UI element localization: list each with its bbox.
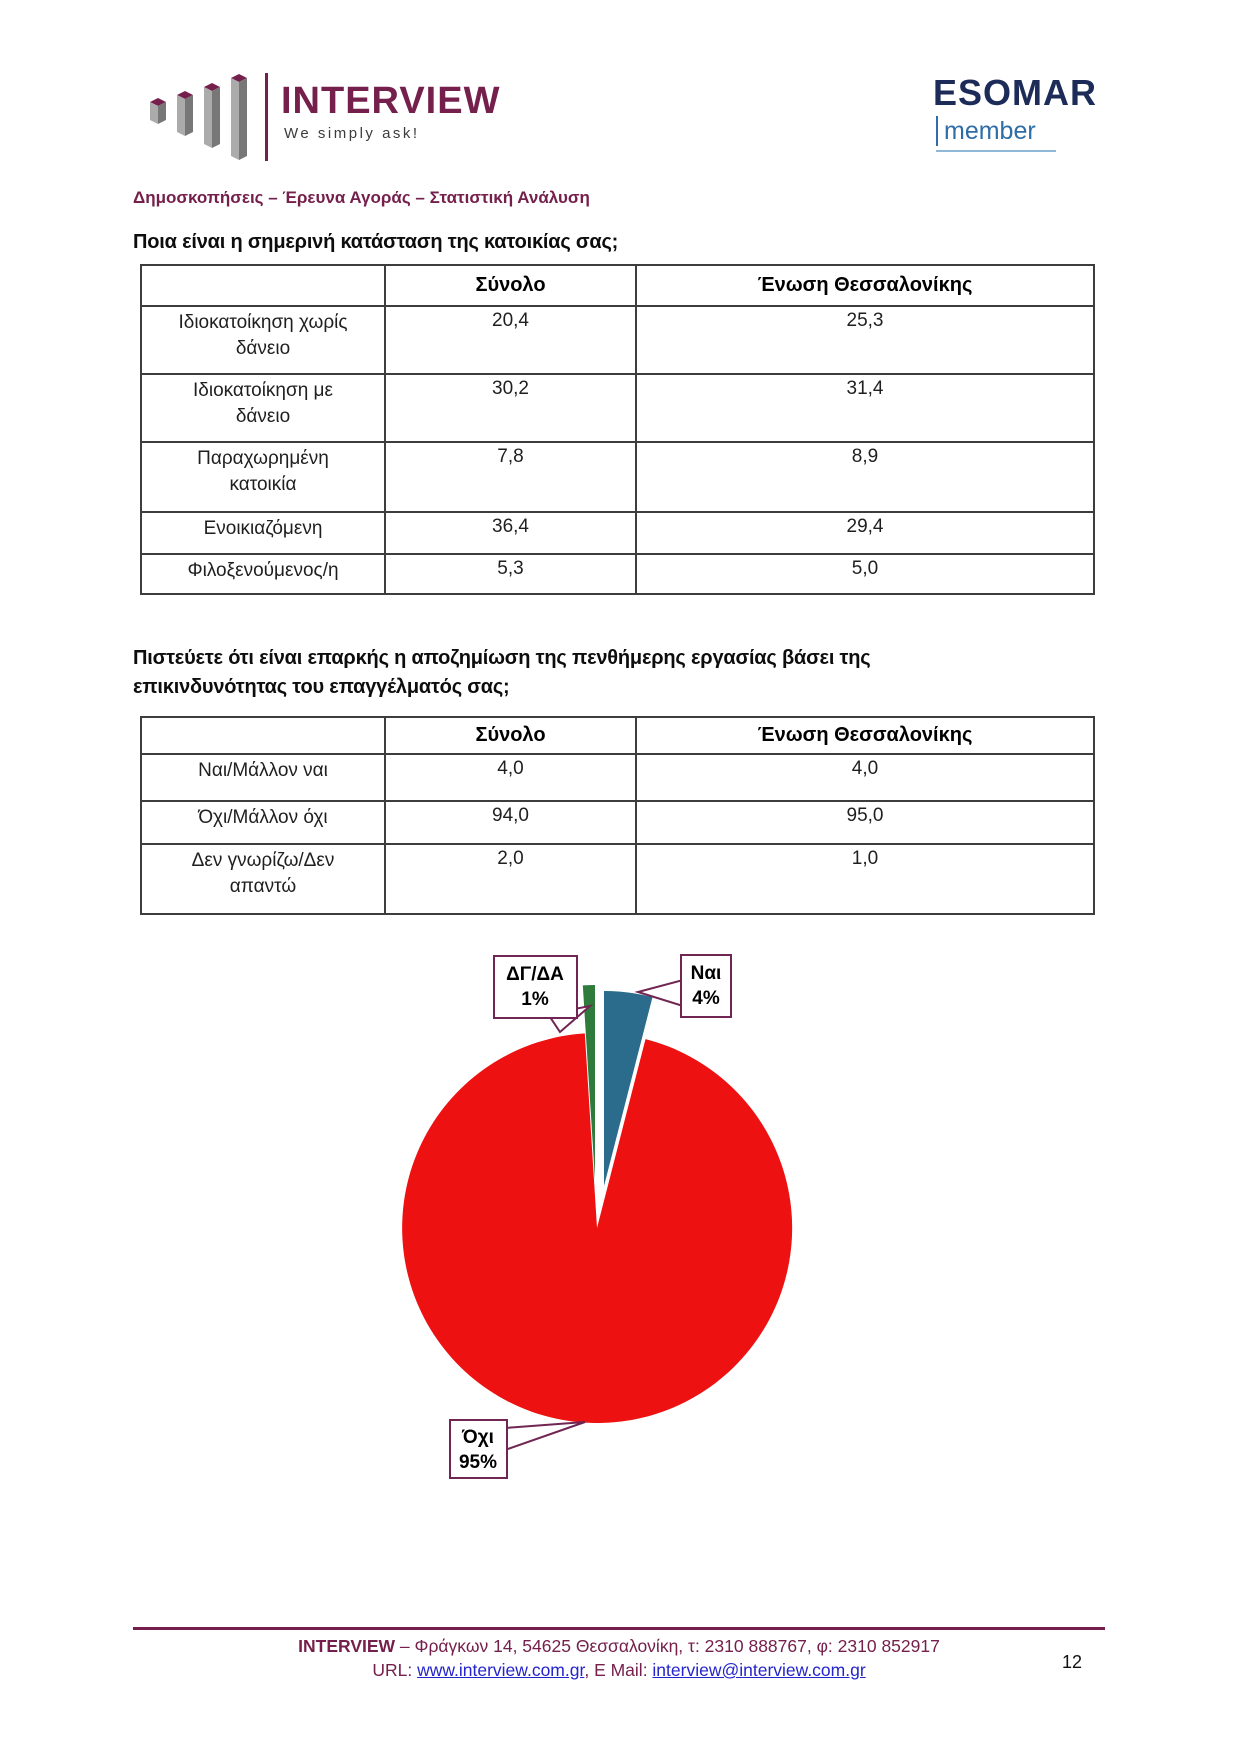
esomar-member-row: [936, 116, 1036, 146]
footer-url-label: URL:: [372, 1660, 418, 1680]
row-total: 94,0: [385, 801, 636, 844]
footer-address-line: [133, 1636, 1105, 1657]
column-header-total: Σύνολο: [385, 717, 636, 754]
interview-bars-icon: [148, 72, 258, 167]
table-row: [141, 844, 1094, 914]
row-label: Ναι/Μάλλον ναι: [141, 754, 385, 801]
footer-address: – Φράγκων 14, 54625 Θεσσαλονίκη, τ: 2310 888767, φ: 2310 852917: [395, 1636, 940, 1656]
table-row: [141, 306, 1094, 374]
table-row: [141, 442, 1094, 512]
table-row: [141, 754, 1094, 801]
table-row: [141, 554, 1094, 594]
table-row: [141, 801, 1094, 844]
table-header-row: [141, 717, 1094, 754]
row-union: 31,4: [636, 374, 1094, 442]
callout-pct-no: 95%: [458, 1452, 498, 1473]
page-number: 12: [1062, 1652, 1083, 1672]
table-row: [141, 512, 1094, 554]
column-header-union: Ένωση Θεσσαλονίκης: [636, 265, 1094, 306]
question2-table: [140, 716, 1095, 915]
row-union: 5,0: [636, 554, 1094, 594]
pie-chart: [350, 930, 870, 1530]
callout-label-yes: Ναι: [690, 963, 722, 984]
esomar-underline: [936, 150, 1056, 152]
row-union: 1,0: [636, 844, 1094, 914]
interview-tagline: We simply ask!: [284, 125, 420, 142]
table-row: [141, 374, 1094, 442]
footer-url-link[interactable]: www.interview.com.gr: [417, 1660, 585, 1680]
row-label: Δεν γνωρίζω/Δεν απαντώ: [141, 844, 385, 914]
row-total: 30,2: [385, 374, 636, 442]
empty-header-cell: [141, 717, 385, 754]
callout-tail-no: [505, 1422, 585, 1450]
row-label: Όχι/Μάλλον όχι: [141, 801, 385, 844]
footer-links-line: [133, 1660, 1105, 1681]
pie-slice-no: [402, 1033, 792, 1423]
row-total: 7,8: [385, 442, 636, 512]
row-union: 95,0: [636, 801, 1094, 844]
row-union: 8,9: [636, 442, 1094, 512]
footer-email-label: , E Mail:: [584, 1660, 653, 1680]
department-header: Δημοσκοπήσεις – Έρευνα Αγοράς – Στατιστική Ανάλυση: [133, 188, 590, 207]
row-label: Ιδιοκατοίκηση χωρίς δάνειο: [141, 306, 385, 374]
row-total: 20,4: [385, 306, 636, 374]
callout-label-no: Όχι: [462, 1427, 494, 1448]
row-union: 25,3: [636, 306, 1094, 374]
callout-pct-dk: 1%: [521, 989, 549, 1010]
column-header-union: Ένωση Θεσσαλονίκης: [636, 717, 1094, 754]
row-label: Φιλοξενούμενος/η: [141, 554, 385, 594]
esomar-member-text: member: [944, 117, 1036, 145]
callout-label-dk: ΔΓ/ΔΑ: [506, 964, 564, 985]
empty-header-cell: [141, 265, 385, 306]
row-union: 4,0: [636, 754, 1094, 801]
row-label: Παραχωρημένη κατοικία: [141, 442, 385, 512]
question1-table: [140, 264, 1095, 595]
esomar-logo-text: ESOMAR: [933, 72, 1098, 113]
footer-brand: INTERVIEW: [298, 1636, 396, 1656]
logo-divider: [265, 73, 268, 161]
footer-rule: [133, 1627, 1105, 1630]
table-header-row: [141, 265, 1094, 306]
row-label: Ιδιοκατοίκηση με δάνειο: [141, 374, 385, 442]
row-total: 5,3: [385, 554, 636, 594]
interview-logo-text: INTERVIEW: [281, 80, 501, 122]
esomar-member-bar: [936, 116, 938, 146]
question2-title: Πιστεύετε ότι είναι επαρκής η αποζημίωση της πενθήμερης εργασίας βάσει της επικινδυνότητας του επαγγέλματός σας;: [133, 647, 871, 698]
question1-title: Ποια είναι η σημερινή κατάσταση της κατοικίας σας;: [133, 231, 619, 253]
column-header-total: Σύνολο: [385, 265, 636, 306]
row-union: 29,4: [636, 512, 1094, 554]
row-total: 2,0: [385, 844, 636, 914]
callout-pct-yes: 4%: [692, 988, 720, 1009]
footer-email-link[interactable]: interview@interview.com.gr: [652, 1660, 866, 1680]
row-label: Ενοικιαζόμενη: [141, 512, 385, 554]
row-total: 4,0: [385, 754, 636, 801]
row-total: 36,4: [385, 512, 636, 554]
